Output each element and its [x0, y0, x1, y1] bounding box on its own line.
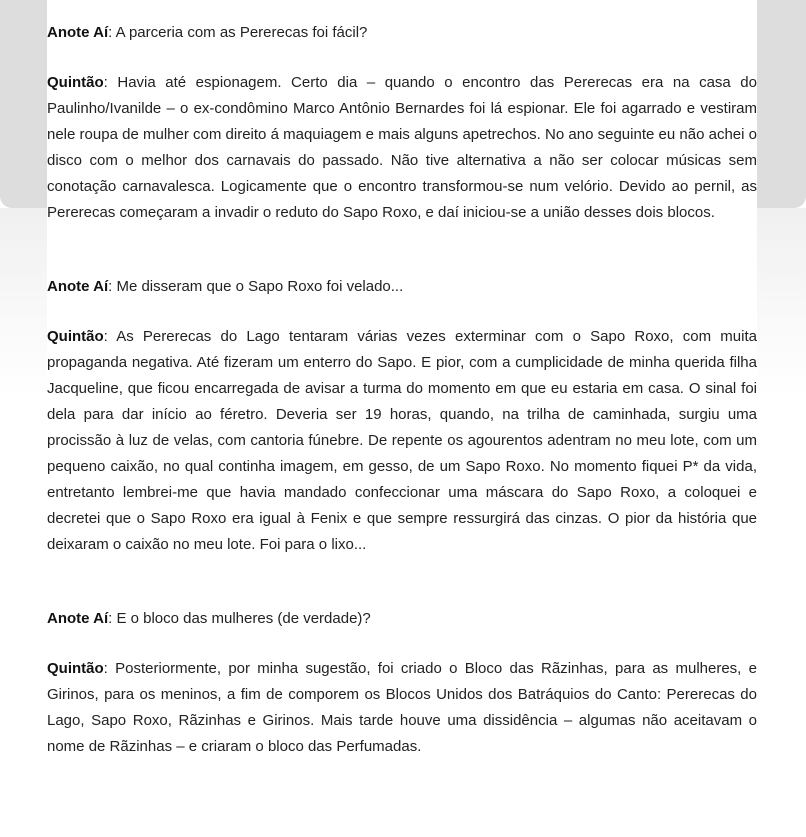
- interview-question: [47, 20, 757, 46]
- question-text: : Me disseram que o Sapo Roxo foi velado...: [108, 278, 404, 295]
- interview-article: [47, 0, 757, 837]
- interview-answer: [47, 324, 757, 558]
- interview-question: [47, 274, 757, 300]
- answer-speaker: Quintão: [47, 74, 104, 91]
- interview-question: [47, 606, 757, 632]
- answer-speaker: Quintão: [47, 660, 104, 677]
- answer-text: : As Pererecas do Lago tentaram várias vezes exterminar com o Sapo Roxo, com muita propaganda negativa. Até fizeram um enterro do Sapo. E pior, com a cumplicidade de minha querida filha Jacqueline, que ficou encarregada de avisar a turma do momento em que eu estaria em casa. O sinal foi dela para dar início ao féretro. Deveria ser 19 horas, quando, na trilha de caminhada, surgiu uma procissão à luz de velas, com cantoria fúnebre. De repente os agourentos adentram no meu lote, com um pequeno caixão, no qual continha imagem, em gesso, de um Sapo Roxo. No momento fiquei P* da vida, entretanto lembrei-me que havia mandado confeccionar uma máscara do Sapo Roxo, a coloquei e decretei que o Sapo Roxo era igual à Fenix e que sempre ressurgirá das cinzas. O pior da história que deixaram o caixão no meu lote. Foi para o lixo...: [47, 328, 757, 553]
- background-left-margin: [0, 208, 47, 837]
- question-speaker: Anote Aí: [47, 24, 109, 41]
- question-speaker: Anote Aí: [47, 278, 109, 295]
- answer-text: : Havia até espionagem. Certo dia – quando o encontro das Pererecas era na casa do Paulinho/Ivanilde – o ex-condômino Marco Antônio Bernardes foi lá espionar. Ele foi agarrado e vestiram nele roupa de mulher com direito á maquiagem e mais alguns apetrechos. No ano seguinte eu não achei o disco com o melhor dos carnavais do passado. Não tive alternativa a não ser colocar músicas sem conotação carnavalesca. Logicamente que o encontro transformou-se num velório. Devido ao pernil, as Pererecas começaram a invadir o reduto do Sapo Roxo, e daí iniciou-se a união desses dois blocos.: [47, 74, 757, 221]
- interview-answer: [47, 70, 757, 226]
- question-text: : E o bloco das mulheres (de verdade)?: [108, 610, 371, 627]
- answer-text: : Posteriormente, por minha sugestão, foi criado o Bloco das Rãzinhas, para as mulheres, e Girinos, para os meninos, a fim de comporem os Blocos Unidos dos Batráquios do Canto: Pererecas do Lago, Sapo Roxo, Rãzinhas e Girinos. Mais tarde houve uma dissidência – algumas não aceitavam o nome de Rãzinhas – e criaram o bloco das Perfumadas.: [47, 660, 757, 755]
- question-text: : A parceria com as Pererecas foi fácil?: [108, 24, 368, 41]
- interview-answer: [47, 656, 757, 760]
- question-speaker: Anote Aí: [47, 610, 109, 627]
- background-right-margin: [757, 208, 806, 837]
- answer-speaker: Quintão: [47, 328, 104, 345]
